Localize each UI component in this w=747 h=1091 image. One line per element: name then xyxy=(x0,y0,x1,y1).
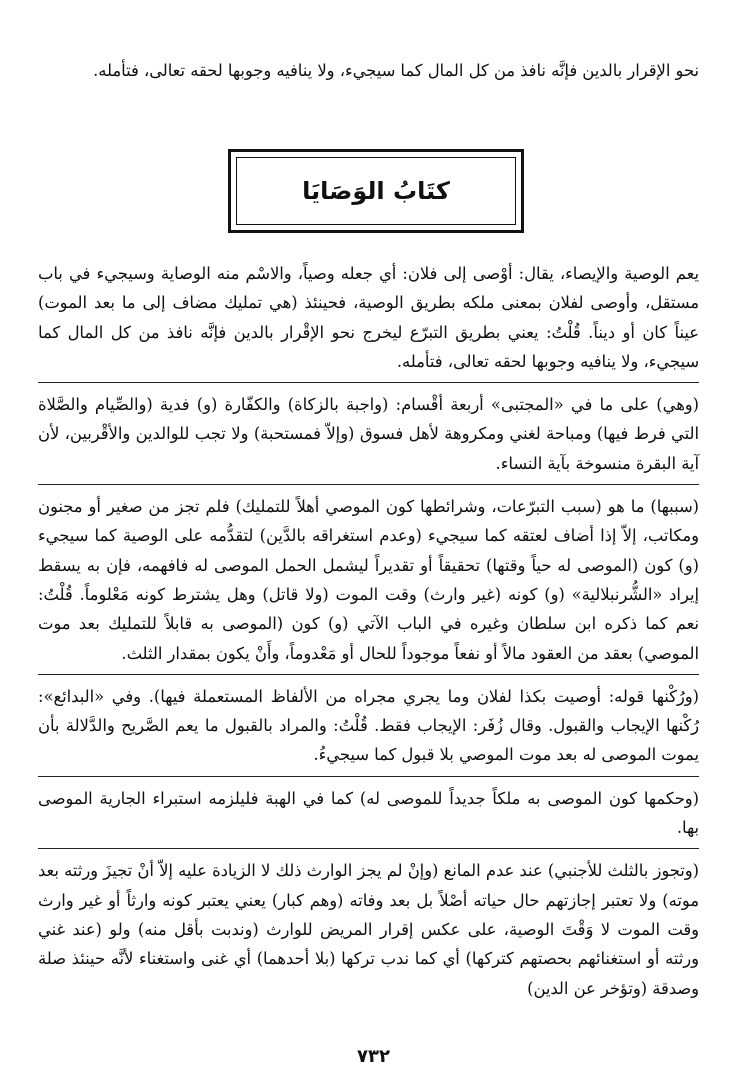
paragraph-divider xyxy=(38,484,699,485)
page-number: ٧٣٢ xyxy=(357,1046,390,1067)
paragraph-divider xyxy=(38,776,699,777)
paragraph-divider xyxy=(38,674,699,675)
paragraph-definition: يعم الوصية والإيصاء، يقال: أوْصى إلى فلان: أي جعله وصياً، والاسْم منه الوصاية وسيجيء في باب مستقل، وأوصى لفلان بمعنى ملكه بطريق الوصية، فحينئذ (هي تمليك مضاف إلى ما بعد الموت) عيناً كان أو ديناً. قُلْتُ: يعني بطريق التبرّع ليخرج نحو الإقْرار بالدين فإنَّه نافذ من كل المال كما سيجيء، ولا ينافيه وجوبها لحقه تعالى، فتأمله. xyxy=(38,264,699,371)
chapter-title-frame xyxy=(228,149,524,233)
paragraph-pillars: (ورُكْنها قوله: أوصيت بكذا لفلان وما يجري مجراه من الألفاظ المستعملة فيها). وفي «البدائع»: رُكْنها الإيجاب والقبول. وقال زُفَر: الإيجاب فقط. قُلْتُ: والمراد بالقبول ما يعم الصَّريح والدَّلالة بأن يموت الموصى له بعد موت الموصي بلا قبول كما سيجيءُ. xyxy=(38,686,699,765)
chapter-title-inner-frame xyxy=(236,157,516,225)
paragraph-conditions: (سببها) ما هو (سبب التبرّعات، وشرائطها كون الموصي أهلاً للتمليك) فلم تجز من صغير أو مجنون ومكاتب، إلاّ إذا أضاف لعتقه كما سيجيء (وعدم استغراقه بالدَّين) لتقدُّمه على الوصية كما سيجيء (و) كون (الموصى له حياً وقتها) تحقيقاً أو تقديراً ليشمل الحمل الموصى له فافهمه، فإن به يسقط إيراد «الشُّرنبلالية» (و) كونه (غير وارث) وقت الموت (ولا قاتل) وهل يشترط كونه مَعْلوماً. قُلْتُ: نعم كما ذكره ابن سلطان وغيره في الباب الآتي (و) كون (الموصى به قابلاً للتمليك بعد موت الموصي) بعقد من العقود مالاً أو نفعاً موجوداً للحال أو مَعْدوماً، وأَنْ يكون بمقدار الثلث. xyxy=(38,497,699,663)
carry-over-text: نحو الإقرار بالدين فإنَّه نافذ من كل المال كما سيجيء، ولا ينافيه وجوبها لحقه تعالى، فتأمله. xyxy=(93,61,699,80)
paragraph-ruling: (وحكمها كون الموصى به ملكاً جديداً للموصى له) كما في الهبة فليلزمه استبراء الجارية الموصى بها. xyxy=(38,788,699,838)
body-text xyxy=(38,259,699,1003)
paragraph-divider xyxy=(38,848,699,849)
paragraph-third: (وتجوز بالثلث للأجنبي) عند عدم المانع (وإنْ لم يجز الوارث ذلك لا الزيادة عليه إلاّ أنْ تجيزَ ورثته بعد موته) ولا تعتبر إجازتهم حال حياته أصْلاً بل بعد وفاته (وهم كبار) يعني يعتبر كونه وارثاً أو غير وارث وقت الموت لا وَقْتَ الوصية، على عكس إقرار المريض للوارث (وندبت بأقل منه) ولو (عند غني ورثته أو استغنائهم بحصتهم كتركها) أي كما ندب تركها (بلا أحدهما) أي غنى واستغناء لأنَّه حينئذ صلة وصدقة (وتؤخر عن الدين) xyxy=(38,861,699,998)
paragraph-types: (وهي) على ما في «المجتبى» أربعة أقْسام: (واجبة بالزكاة) والكفّارة (و) فدية (والصِّيام والصَّلاة التي فرط فيها) ومباحة لغني ومكروهة لأهل فسوق (وإلاّ فمستحبة) ولا تجب للوالدين والأقْربين، لأن آية البقرة منسوخة بآية النساء. xyxy=(38,395,699,473)
paragraph-divider xyxy=(38,382,699,383)
chapter-title: كتَابُ الوَصَايَا xyxy=(302,177,450,205)
